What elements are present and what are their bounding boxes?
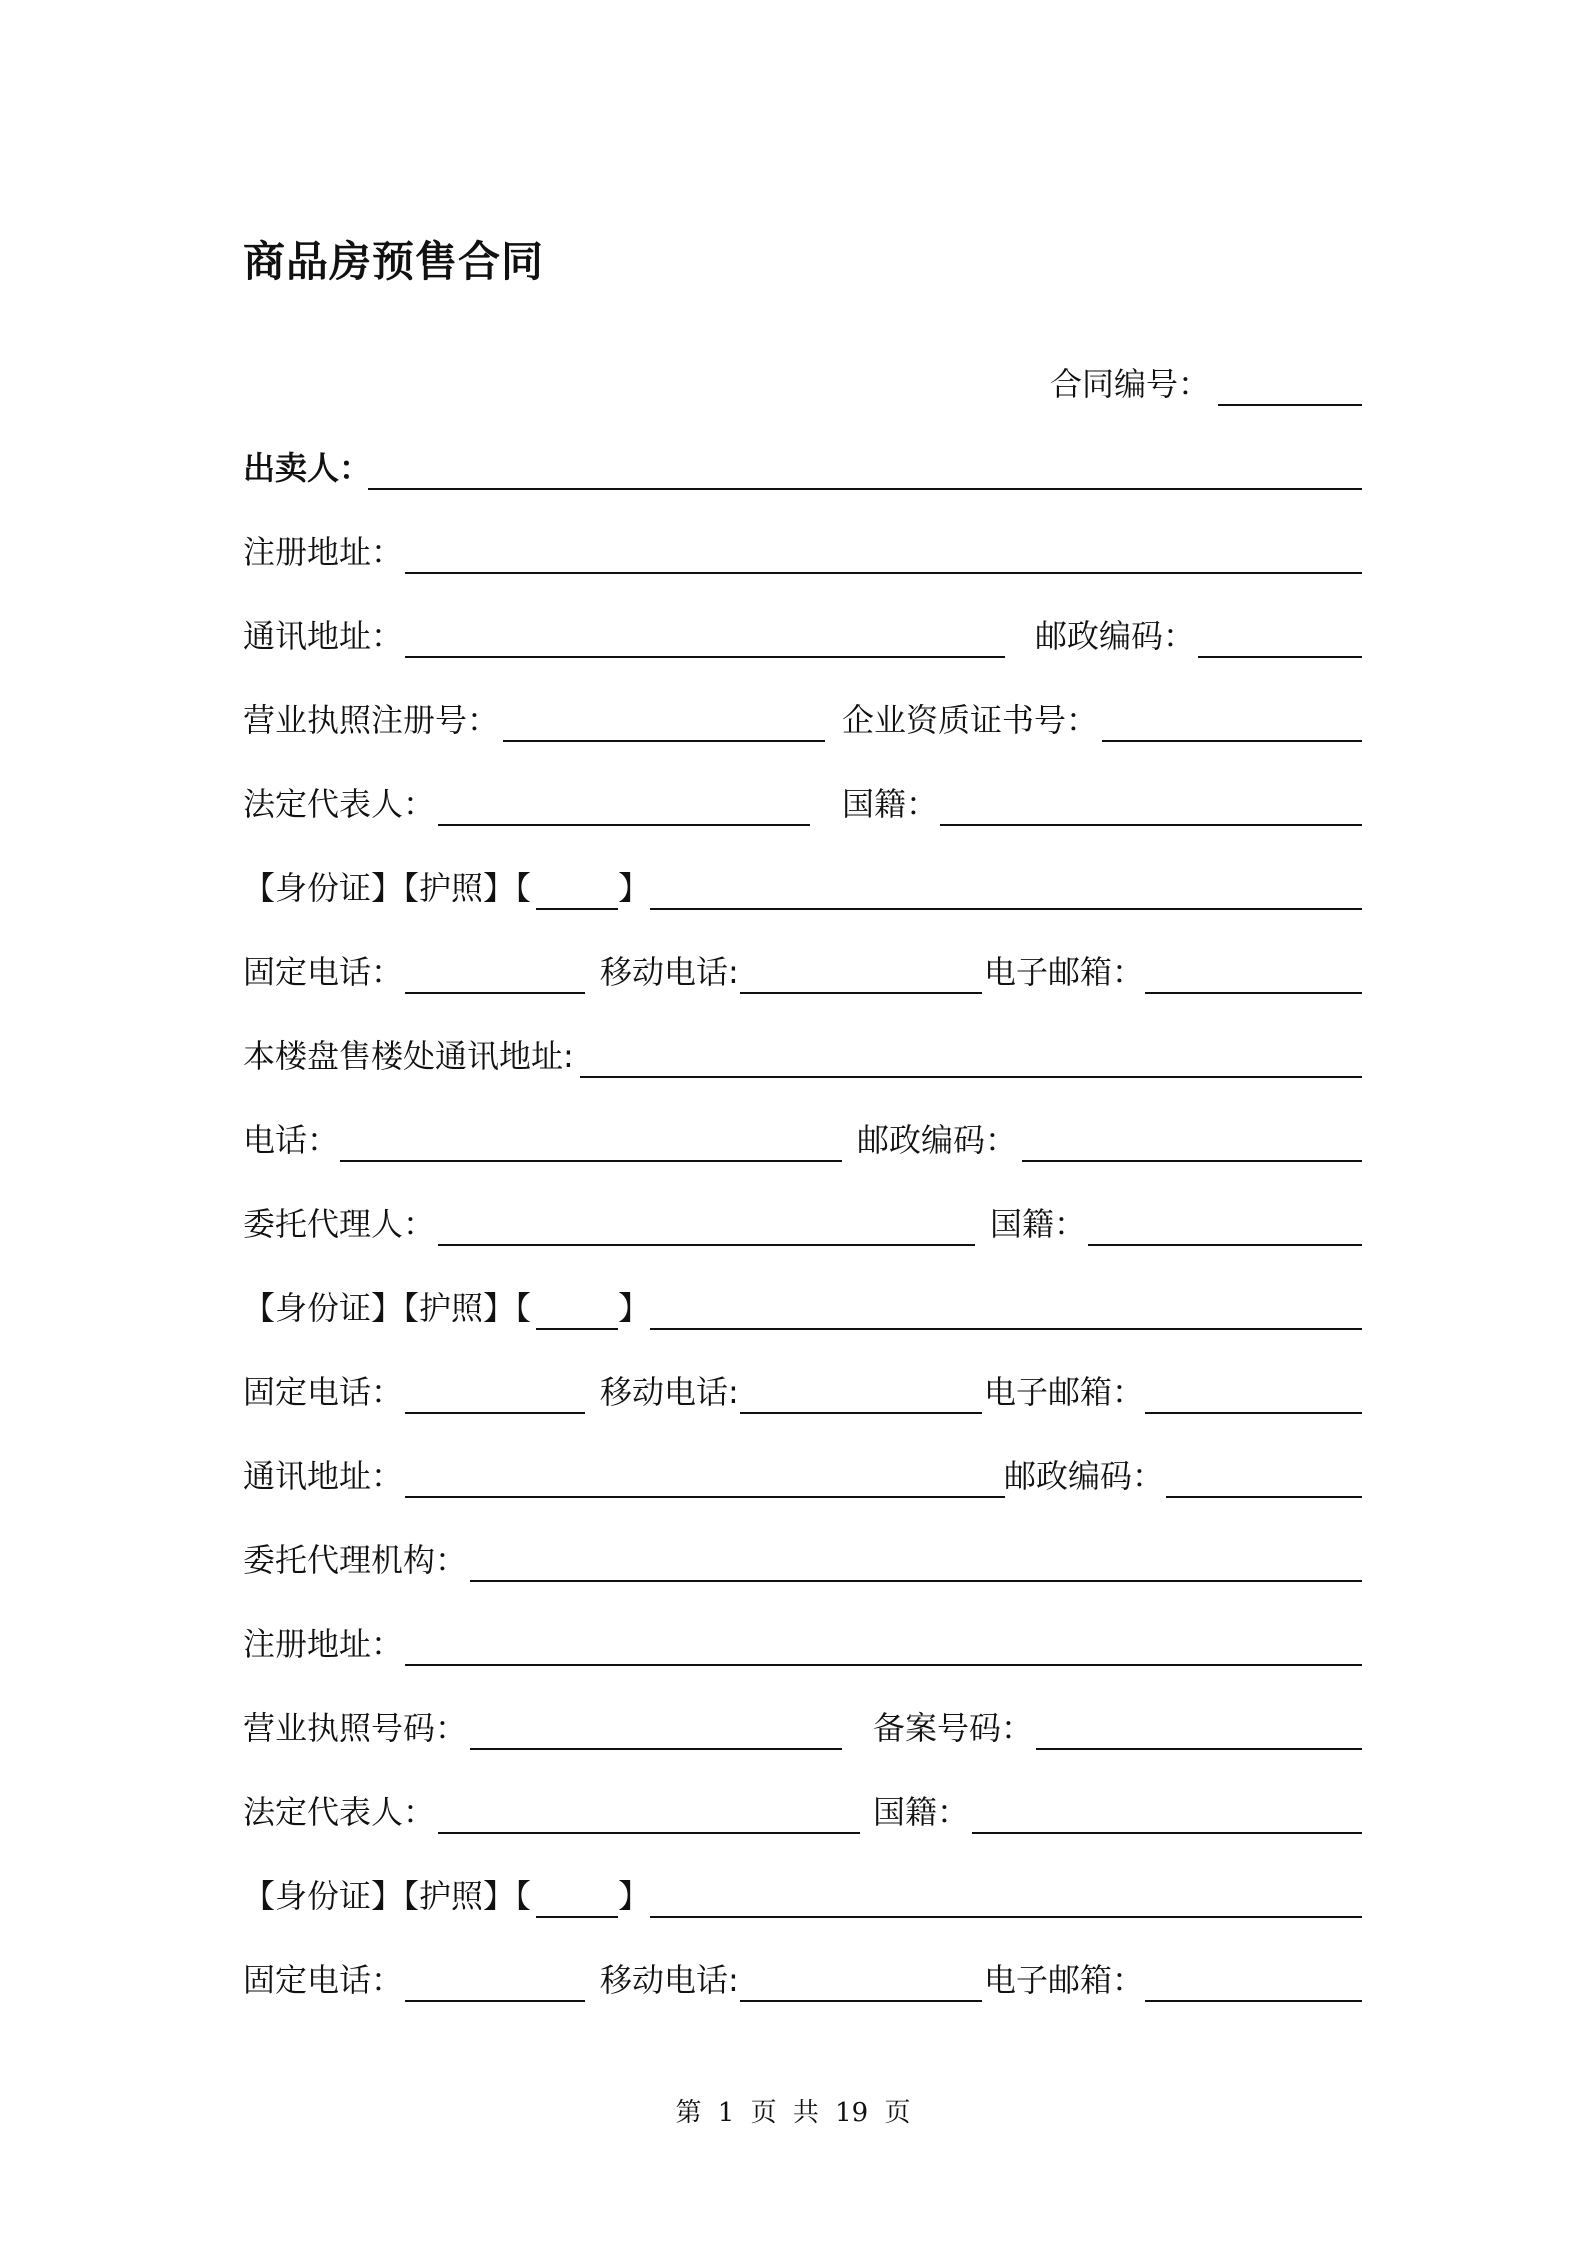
- seller-id-type-label: 【身份证】【护照】【: [243, 869, 532, 907]
- sales-office-address-label: 本楼盘售楼处通讯地址:: [243, 1037, 574, 1075]
- agency-mobile-label: 移动电话:: [600, 1961, 739, 1999]
- sales-postal-code-field[interactable]: [1022, 1160, 1362, 1162]
- agency-landline-field[interactable]: [405, 2000, 585, 2002]
- seller-registered-address-field[interactable]: [405, 572, 1362, 574]
- agency-email-label: 电子邮箱：: [984, 1961, 1145, 1999]
- seller-mailing-address-label: 通讯地址：: [243, 617, 404, 655]
- seller-registered-address-label: 注册地址：: [243, 533, 404, 571]
- seller-landline-field[interactable]: [405, 992, 585, 994]
- seller-email-label: 电子邮箱：: [984, 953, 1145, 991]
- seller-qualification-label: 企业资质证书号：: [842, 701, 1099, 739]
- agent-email-label: 电子邮箱：: [984, 1373, 1145, 1411]
- seller-legal-rep-label: 法定代表人：: [243, 785, 436, 823]
- agent-landline-field[interactable]: [405, 1412, 585, 1414]
- agency-field[interactable]: [470, 1580, 1362, 1582]
- agency-landline-label: 固定电话：: [243, 1961, 404, 1999]
- agent-mailing-address-label: 通讯地址：: [243, 1457, 404, 1495]
- agent-mailing-address-field[interactable]: [405, 1496, 1005, 1498]
- contract-no-label: 合同编号：: [1050, 365, 1211, 403]
- seller-license-no-label: 营业执照注册号：: [243, 701, 500, 739]
- agency-registered-address-label: 注册地址：: [243, 1625, 404, 1663]
- agency-nationality-label: 国籍：: [873, 1793, 970, 1831]
- agent-mobile-label: 移动电话:: [600, 1373, 739, 1411]
- sales-phone-label: 电话：: [243, 1121, 340, 1159]
- seller-email-field[interactable]: [1145, 992, 1362, 994]
- document-title: 商品房预售合同: [243, 237, 545, 286]
- page-number: 第 1 页 共 19 页: [675, 2098, 911, 2128]
- contract-no-field[interactable]: [1218, 404, 1362, 406]
- agency-filing-no-field[interactable]: [1036, 1748, 1362, 1750]
- agent-id-type-blank[interactable]: [536, 1328, 618, 1330]
- sales-office-address-field[interactable]: [580, 1076, 1362, 1078]
- seller-nationality-label: 国籍：: [842, 785, 939, 823]
- agent-postal-code-field[interactable]: [1166, 1496, 1362, 1498]
- agent-field[interactable]: [438, 1244, 975, 1246]
- seller-field[interactable]: [368, 488, 1362, 490]
- agent-label: 委托代理人：: [243, 1205, 436, 1243]
- agent-nationality-label: 国籍：: [990, 1205, 1087, 1243]
- agent-nationality-field[interactable]: [1088, 1244, 1362, 1246]
- agent-id-type-label: 【身份证】【护照】【: [243, 1289, 532, 1327]
- seller-landline-label: 固定电话：: [243, 953, 404, 991]
- seller-nationality-field[interactable]: [940, 824, 1362, 826]
- agency-filing-no-label: 备案号码：: [873, 1709, 1034, 1747]
- agency-mobile-field[interactable]: [740, 2000, 982, 2002]
- agency-legal-rep-label: 法定代表人：: [243, 1793, 436, 1831]
- sales-postal-code-label: 邮政编码：: [857, 1121, 1018, 1159]
- agency-id-number-field[interactable]: [650, 1916, 1362, 1918]
- agency-email-field[interactable]: [1145, 2000, 1362, 2002]
- agency-id-type-blank[interactable]: [536, 1916, 618, 1918]
- agent-email-field[interactable]: [1145, 1412, 1362, 1414]
- agent-id-type-close: 】: [618, 1289, 651, 1327]
- seller-postal-code-field[interactable]: [1198, 656, 1362, 658]
- agency-id-type-close: 】: [618, 1877, 651, 1915]
- seller-id-type-close: 】: [618, 869, 651, 907]
- agency-label: 委托代理机构：: [243, 1541, 468, 1579]
- seller-id-type-blank[interactable]: [536, 908, 618, 910]
- seller-qualification-field[interactable]: [1102, 740, 1362, 742]
- agency-license-no-field[interactable]: [470, 1748, 842, 1750]
- seller-postal-code-label: 邮政编码：: [1035, 617, 1196, 655]
- agency-license-no-label: 营业执照号码：: [243, 1709, 468, 1747]
- seller-mailing-address-field[interactable]: [405, 656, 1005, 658]
- agency-legal-rep-field[interactable]: [438, 1832, 860, 1834]
- sales-phone-field[interactable]: [340, 1160, 842, 1162]
- agent-mobile-field[interactable]: [740, 1412, 982, 1414]
- agency-registered-address-field[interactable]: [405, 1664, 1362, 1666]
- seller-legal-rep-field[interactable]: [438, 824, 810, 826]
- seller-mobile-field[interactable]: [740, 992, 982, 994]
- agent-id-number-field[interactable]: [650, 1328, 1362, 1330]
- agency-id-type-label: 【身份证】【护照】【: [243, 1877, 532, 1915]
- agent-postal-code-label: 邮政编码：: [1004, 1457, 1165, 1495]
- agent-landline-label: 固定电话：: [243, 1373, 404, 1411]
- seller-label: 出卖人：: [243, 449, 372, 487]
- agency-nationality-field[interactable]: [972, 1832, 1362, 1834]
- seller-license-no-field[interactable]: [503, 740, 825, 742]
- seller-mobile-label: 移动电话:: [600, 953, 739, 991]
- seller-id-number-field[interactable]: [650, 908, 1362, 910]
